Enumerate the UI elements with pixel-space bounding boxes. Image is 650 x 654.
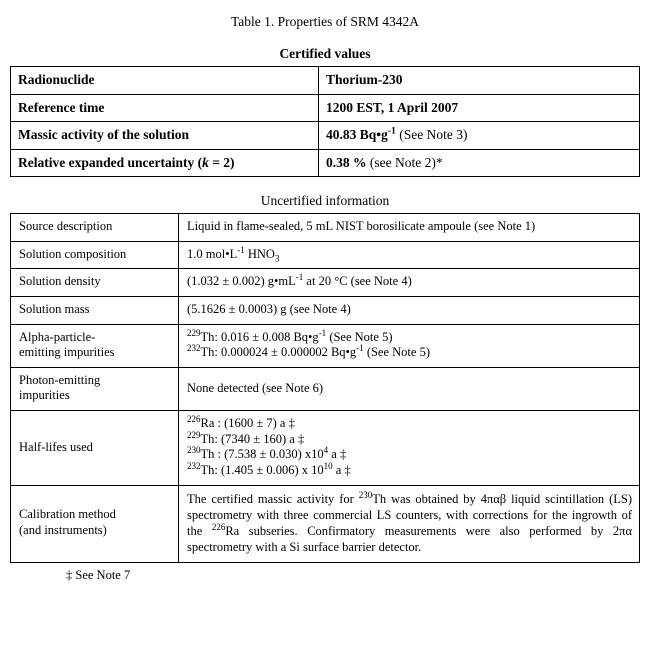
half-life-line [187, 447, 632, 463]
solution-density-value-b: at 20 °C (see Note 4) [303, 274, 412, 289]
calibration-method-label [11, 485, 179, 562]
photon-impurities-label-line2: impurities [19, 388, 70, 403]
k-symbol: k [202, 154, 209, 170]
isotope-superscript: 229 [187, 429, 201, 440]
power-exponent: 4 [323, 445, 329, 456]
dagger-marker: ‡ [297, 431, 305, 446]
unit-exponent: -1 [356, 343, 364, 354]
document-page [0, 14, 650, 654]
isotope-superscript: 226 [211, 521, 226, 532]
massic-activity-number: 40.83 Bq•g [326, 127, 388, 143]
table-row [11, 94, 640, 122]
uncertified-information-table [10, 213, 640, 563]
photon-impurities-label-line1: Photon-emitting [19, 372, 101, 387]
certified-values-heading: Certified values [279, 46, 371, 61]
solution-composition-value [179, 241, 640, 269]
solution-composition-unit-b: HNO [244, 246, 275, 261]
calibration-text-2: Th was obtained by 4παβ liquid scintillation (LS) spectrometry with three commercial LS counters, with corrections for the ingrowth of the [187, 491, 632, 539]
relative-uncertainty-value [319, 149, 640, 177]
massic-activity-value [319, 122, 640, 150]
relative-uncertainty-label-post: = 2) [208, 154, 235, 170]
solution-composition-unit-a: 1.0 mol•L [187, 246, 238, 261]
calibration-text-3: Ra subseries. Confirmatory measurements were also performed by 2πα spectrometry with a Si surface barrier detector. [187, 524, 633, 555]
calibration-method-label-line2: (and instruments) [19, 523, 107, 538]
dagger-marker: ‡ [339, 447, 347, 462]
photon-impurities-label [11, 367, 179, 410]
radionuclide-value: Thorium-230 [319, 67, 640, 95]
table-row [11, 241, 640, 269]
isotope-text: Th : (7.538 ± 0.030) x10 [200, 447, 324, 462]
relative-uncertainty-note: (see Note 2)* [369, 154, 443, 170]
half-life-line [187, 413, 632, 432]
isotope-superscript: 232 [187, 343, 201, 354]
table-row [11, 214, 640, 242]
isotope-superscript: 226 [187, 413, 201, 424]
alpha-impurities-label-line1: Alpha-particle- [19, 329, 96, 344]
table-row [11, 122, 640, 150]
certified-values-table [10, 66, 640, 177]
table-row [11, 324, 640, 367]
dagger-marker: ‡ [288, 416, 295, 431]
table-row [11, 296, 640, 324]
power-exponent: 10 [323, 460, 333, 471]
radionuclide-label: Radionuclide [11, 67, 319, 95]
isotope-superscript: 230 [358, 489, 373, 500]
relative-uncertainty-number: 0.38 % [326, 154, 367, 170]
reference-time-label: Reference time [11, 94, 319, 122]
table-row [11, 367, 640, 410]
isotope-superscript: 232 [187, 460, 201, 471]
alpha-impurities-value [179, 324, 640, 367]
massic-activity-label: Massic activity of the solution [11, 122, 319, 150]
spacer [10, 177, 640, 193]
massic-activity-exponent: -1 [387, 125, 396, 137]
isotope-text: Ra : (1600 ± 7) a [200, 416, 289, 431]
solution-density-exponent: -1 [295, 272, 304, 283]
isotope-note: (See Note 5) [363, 345, 430, 360]
dagger-marker: ‡ [344, 462, 351, 477]
isotope-text: Th: 0.000024 ± 0.000002 Bq•g [200, 345, 357, 360]
table-row [11, 411, 640, 486]
half-lifes-label: Half-lifes used [11, 411, 179, 486]
footnote: ‡ See Note 7 [66, 567, 131, 582]
solution-density-value [179, 269, 640, 297]
solution-mass-label: Solution mass [11, 296, 179, 324]
alpha-impurity-line [187, 327, 632, 346]
half-lifes-value [179, 411, 640, 486]
massic-activity-note: (See Note 3) [399, 127, 468, 143]
alpha-impurities-label [11, 324, 179, 367]
alpha-impurity-line [187, 345, 632, 361]
relative-uncertainty-label [11, 149, 319, 177]
isotope-superscript: 230 [187, 445, 201, 456]
uncertified-information-heading: Uncertified information [260, 193, 390, 209]
table-row [11, 269, 640, 297]
alpha-impurities-label-line2: emitting impurities [19, 345, 115, 360]
calibration-method-value [179, 485, 640, 562]
calibration-text-1: The certified massic activity for [187, 491, 359, 506]
unit-text: a [328, 447, 340, 462]
table-row [11, 149, 640, 177]
isotope-text: Th: 0.016 ± 0.008 Bq•g [200, 329, 319, 344]
isotope-note: (See Note 5) [326, 329, 393, 344]
solution-density-value-a: (1.032 ± 0.002) g•mL [187, 274, 296, 289]
solution-mass-value: (5.1626 ± 0.0003) g (see Note 4) [179, 296, 640, 324]
solution-density-label: Solution density [11, 269, 179, 297]
source-description-value: Liquid in flame-sealed, 5 mL NIST borosilicate ampoule (see Note 1) [179, 214, 640, 242]
unit-text: a [332, 462, 345, 477]
source-description-label: Source description [11, 214, 179, 242]
isotope-text: Th: (1.405 ± 0.006) x 10 [200, 462, 324, 477]
half-life-line [187, 460, 632, 479]
relative-uncertainty-label-pre: Relative expanded uncertainty ( [18, 154, 203, 170]
reference-time-value: 1200 EST, 1 April 2007 [319, 94, 640, 122]
calibration-method-label-line1: Calibration method [19, 507, 116, 522]
half-life-line [187, 429, 632, 448]
isotope-text: Th: (7340 ± 160) a [200, 431, 298, 446]
solution-composition-label: Solution composition [11, 241, 179, 269]
solution-composition-exponent: -1 [237, 244, 245, 255]
table-row [11, 485, 640, 562]
isotope-superscript: 229 [187, 327, 201, 338]
unit-exponent: -1 [318, 327, 327, 338]
table-row [11, 67, 640, 95]
page-title: Table 1. Properties of SRM 4342A [230, 14, 420, 29]
solution-composition-subscript: 3 [274, 253, 280, 264]
photon-impurities-value: None detected (see Note 6) [179, 367, 640, 410]
